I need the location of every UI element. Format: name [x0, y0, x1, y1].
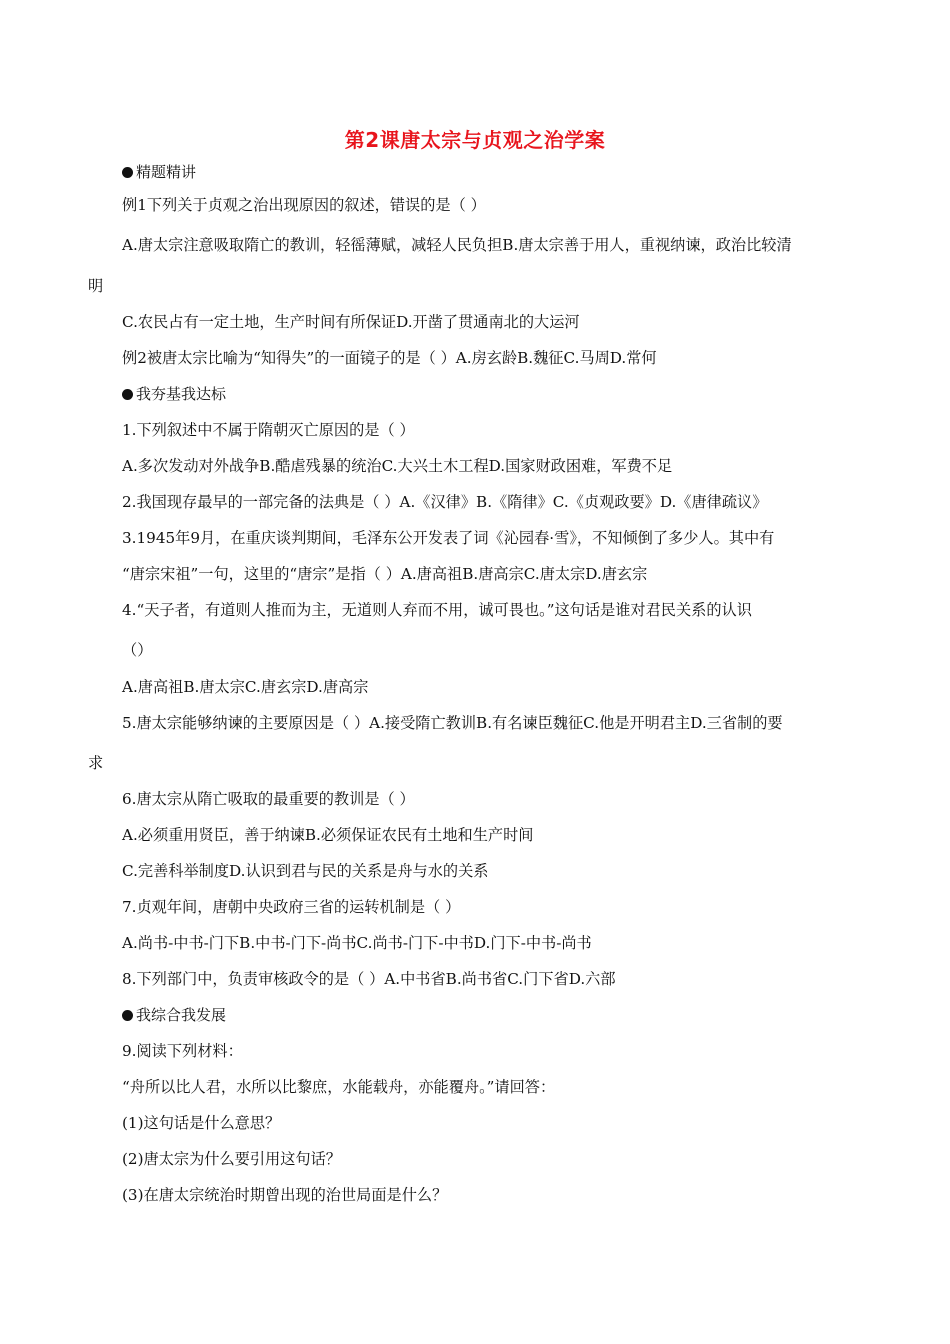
question-9-part-1: (1)这句话是什么意思？: [122, 1114, 281, 1132]
question-4: 4.“天子者，有道则人推而为主，无道则人弃而不用，诚可畏也。”这句话是谁对君民关系的认识: [122, 601, 752, 619]
example-1-options-cd: C.农民占有一定土地，生产时间有所保证D.开凿了贯通南北的大运河: [122, 313, 580, 331]
question-3: 3.1945年9月，在重庆谈判期间，毛泽东公开发表了词《沁园春·雪》，不知倾倒了多少人。其中有: [122, 529, 775, 547]
question-5-continued: 求: [88, 754, 104, 772]
question-2: 2.我国现存最早的一部完备的法典是（ ）A.《汉律》B.《隋律》C.《贞观政要》D.《唐律疏议》: [122, 493, 768, 511]
question-1: 1.下列叙述中不属于隋朝灭亡原因的是（ ）: [122, 421, 415, 439]
question-9-quote: “舟所以比人君，水所以比黎庶，水能载舟，亦能覆舟。”请回答：: [122, 1078, 556, 1096]
bullet-icon: [122, 167, 133, 178]
document-title: 第2课唐太宗与贞观之治学案: [344, 128, 606, 152]
section-heading-precise-lecture: 精题精讲: [122, 162, 196, 182]
example-1-question: 例1下列关于贞观之治出现原因的叙述，错误的是（ ）: [122, 196, 486, 214]
question-9-part-3: (3)在唐太宗统治时期曾出现的治世局面是什么？: [122, 1186, 448, 1204]
section-heading-basic-practice: 我夯基我达标: [122, 384, 226, 404]
question-8: 8.下列部门中，负责审核政令的是（ ）A.中书省B.尚书省C.门下省D.六部: [122, 970, 616, 988]
question-6: 6.唐太宗从隋亡吸取的最重要的教训是（ ）: [122, 790, 415, 808]
bullet-icon: [122, 389, 133, 400]
question-6-options-ab: A.必须重用贤臣，善于纳谏B.必须保证农民有土地和生产时间: [122, 826, 534, 844]
example-1-options-ab: A.唐太宗注意吸取隋亡的教训，轻徭薄赋，减轻人民负担B.唐太宗善于用人，重视纳谏，政治比较清: [122, 236, 792, 254]
question-7: 7.贞观年间，唐朝中央政府三省的运转机制是（ ）: [122, 898, 461, 916]
example-1-options-ab-continued: 明: [88, 277, 104, 295]
bullet-icon: [122, 1010, 133, 1021]
question-9-part-2: (2)唐太宗为什么要引用这句话？: [122, 1150, 341, 1168]
question-3-continued: “唐宗宋祖”一句，这里的“唐宗”是指（ ）A.唐高祖B.唐高宗C.唐太宗D.唐玄宗: [122, 565, 648, 583]
section-heading-comprehensive: 我综合我发展: [122, 1005, 226, 1025]
question-1-options: A.多次发动对外战争B.酷虐残暴的统治C.大兴土木工程D.国家财政困难，军费不足: [122, 457, 673, 475]
question-9: 9.阅读下列材料：: [122, 1042, 243, 1060]
question-4-options: A.唐高祖B.唐太宗C.唐玄宗D.唐高宗: [122, 678, 369, 696]
question-4-continued: （）: [122, 641, 153, 659]
question-5: 5.唐太宗能够纳谏的主要原因是（ ）A.接受隋亡教训B.有名谏臣魏征C.他是开明君主D.三省制的要: [122, 714, 783, 732]
example-2-question: 例2被唐太宗比喻为“知得失”的一面镜子的是（ ）A.房玄龄B.魏征C.马周D.常何: [122, 349, 657, 367]
question-6-options-cd: C.完善科举制度D.认识到君与民的关系是舟与水的关系: [122, 862, 489, 880]
question-7-options: A.尚书-中书-门下B.中书-门下-尚书C.尚书-门下-中书D.门下-中书-尚书: [122, 934, 592, 952]
